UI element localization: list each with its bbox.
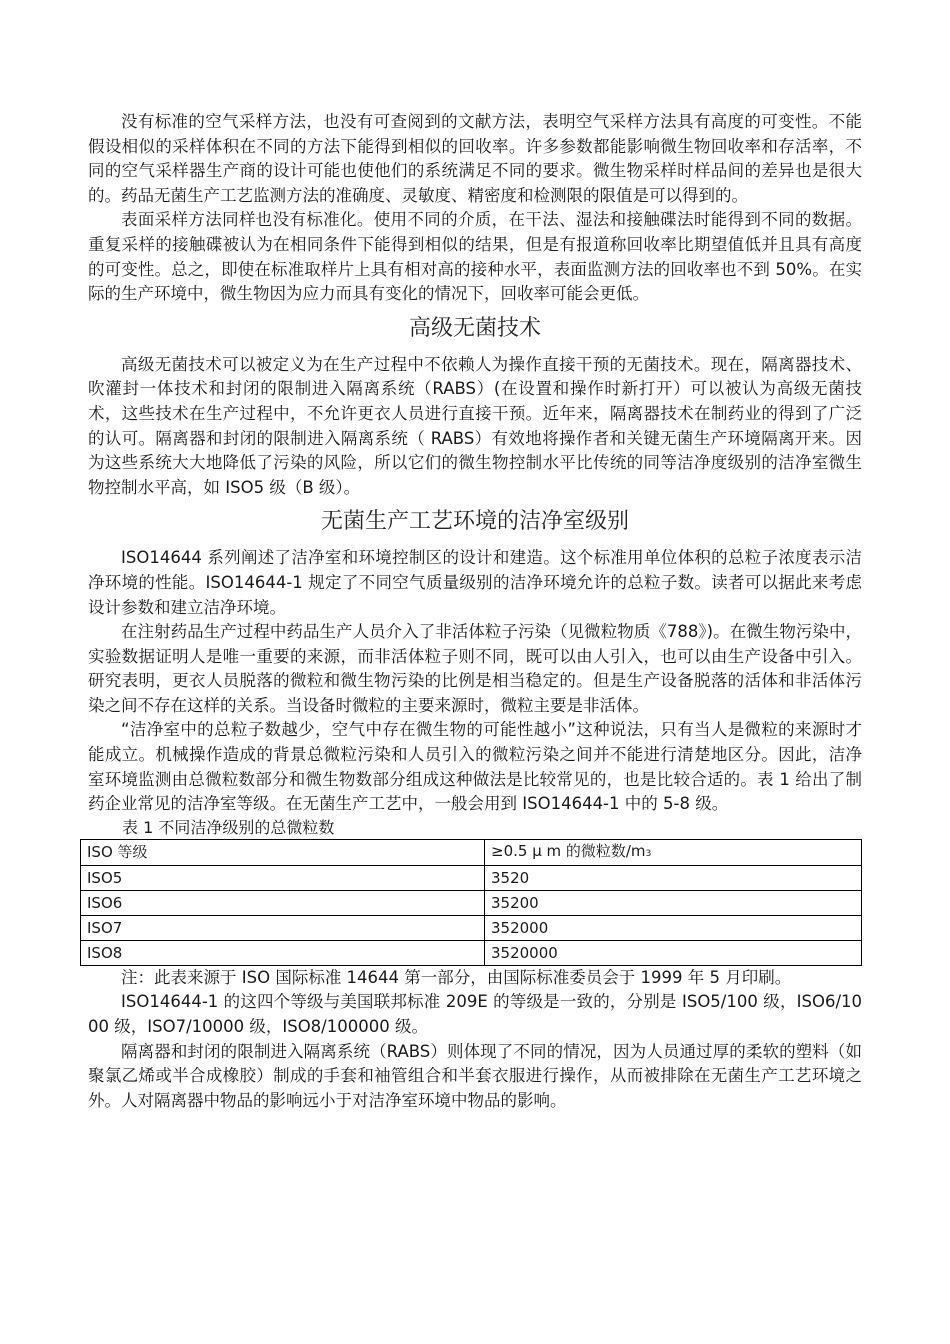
table-cell-grade: ISO5 <box>81 865 485 890</box>
table-cell-grade: ISO6 <box>81 890 485 915</box>
table-cell-count: 3520 <box>485 865 862 890</box>
table-cell-count: 35200 <box>485 890 862 915</box>
table-cell-grade: ISO8 <box>81 940 485 965</box>
table-row <box>81 940 862 965</box>
table-cell-grade: ISO7 <box>81 915 485 940</box>
header-particle-count <box>485 839 862 865</box>
paragraph-surface-sampling: 表面采样方法同样也没有标准化。使用不同的介质，在干法、湿法和接触碟法时能得到不同的数据。重复采样的接触碟被认为在相同条件下能得到相似的结果，但是有报道称回收率比期望值低并且具有高度的可变性。总之，即使在标准取样片上具有相对高的接种水平，表面监测方法的回收率也不到 50%。在实际的生产环境中，微生物因为应力而具有变化的情况下，回收率可能会更低。 <box>88 210 862 304</box>
paragraph-iso-equivalence: ISO14644-1 的这四个等级与美国联邦标准 209E 的等级是一致的，分别是 ISO5/100 级，ISO6/1000 级，ISO7/10000 级，ISO8/100000 级。 <box>88 992 862 1037</box>
header-iso-grade: ISO 等级 <box>81 839 485 865</box>
table-header-row <box>81 839 862 865</box>
header-particle-count-unit-exponent: 3 <box>645 848 652 859</box>
heading-advanced-aseptic: 高级无菌技术 <box>408 315 541 341</box>
paragraph-iso14644: ISO14644 系列阐述了洁净室和环境控制区的设计和建造。这个标准用单位体积的总粒子浓度表示洁净环境的性能。ISO14644-1 规定了不同空气质量级别的洁净环境允许的总粒子数。读者可以据此来考虑设计参数和建立洁净环境。 <box>88 548 862 617</box>
table-row <box>81 915 862 940</box>
header-particle-count-label: ≥0.5 μ m 的微粒数/m <box>491 841 646 860</box>
document-page <box>88 110 862 1113</box>
table-cell-count: 3520000 <box>485 940 862 965</box>
heading-cleanroom-grades: 无菌生产工艺环境的洁净室级别 <box>320 509 629 535</box>
paragraph-air-sampling: 没有标准的空气采样方法，也没有可查阅到的文献方法，表明空气采样方法具有高度的可变性。不能假设相似的采样体积在不同的方法下能得到相似的回收率。许多参数都能影响微生物回收率和存活率，不同的空气采样器生产商的设计可能也使他们的系统满足不同的要求。微生物采样时样品间的差异也是很大的。药品无菌生产工艺监测方法的准确度、灵敏度、精密度和检测限的限值是可以得到的。 <box>88 112 862 205</box>
table-row <box>81 865 862 890</box>
paragraph-isolator-rabs: 隔离器和封闭的限制进入隔离系统（RABS）则体现了不同的情况，因为人员通过厚的柔软的塑料（如聚氯乙烯或半合成橡胶）制成的手套和袖管组合和半套衣服进行操作，从而被排除在无菌生产工艺环境之外。人对隔离器中物品的影响远小于对洁净室环境中物品的影响。 <box>88 1041 862 1110</box>
paragraph-advanced-aseptic: 高级无菌技术可以被定义为在生产过程中不依赖人为操作直接干预的无菌技术。现在，隔离器技术、吹灌封一体技术和封闭的限制进入隔离系统（RABS）(在设置和操作时新打开）可以被认为高级无菌技术，这些技术在生产过程中，不允许更衣人员进行直接干预。近年来，隔离器技术在制药业的得到了广泛的认可。隔离器和封闭的限制进入隔离系统（ RABS）有效地将操作者和关键无菌生产环境隔离开来。因为这些系统大大地降低了污染的风险，所以它们的微生物控制水平比传统的同等洁净度级别的洁净室微生物控制水平高，如 ISO5 级（B 级）。 <box>88 354 862 497</box>
paragraph-nonviable-particles: 在注射药品生产过程中药品生产人员介入了非活体粒子污染（见微粒物质《788》)。在微生物污染中，实验数据证明人是唯一重要的来源，而非活体粒子则不同，既可以由人引入，也可以由生产设备中引入。研究表明，更衣人员脱落的微粒和微生物污染的比例是相当稳定的。但是生产设备脱落的活体和非活体污染之间不存在这样的关系。当设备时微粒的主要来源时，微粒主要是非活体。 <box>88 622 862 715</box>
table-cell-count: 352000 <box>485 915 862 940</box>
table-note: 注：此表来源于 ISO 国际标准 14644 第一部分，由国际标准委员会于 1999 年 5 月印刷。 <box>121 967 792 987</box>
table-caption: 表 1 不同洁净级别的总微粒数 <box>122 817 335 837</box>
paragraph-total-particles: “洁净室中的总粒子数越少，空气中存在微生物的可能性越小”这种说法，只有当人是微粒的来源时才能成立。机械操作造成的背景总微粒污染和人员引入的微粒污染之间并不能进行清楚地区分。因此，洁净室环境监测由总微粒数部分和微生物数部分组成这种做法是比较常见的，也是比较合适的。表 1 给出了制药企业常见的洁净室等级。在无菌生产工艺中，一般会用到 ISO14644-1 中的 5-8 级。 <box>88 720 862 814</box>
table-row <box>81 890 862 915</box>
cleanroom-grade-table <box>80 839 862 966</box>
